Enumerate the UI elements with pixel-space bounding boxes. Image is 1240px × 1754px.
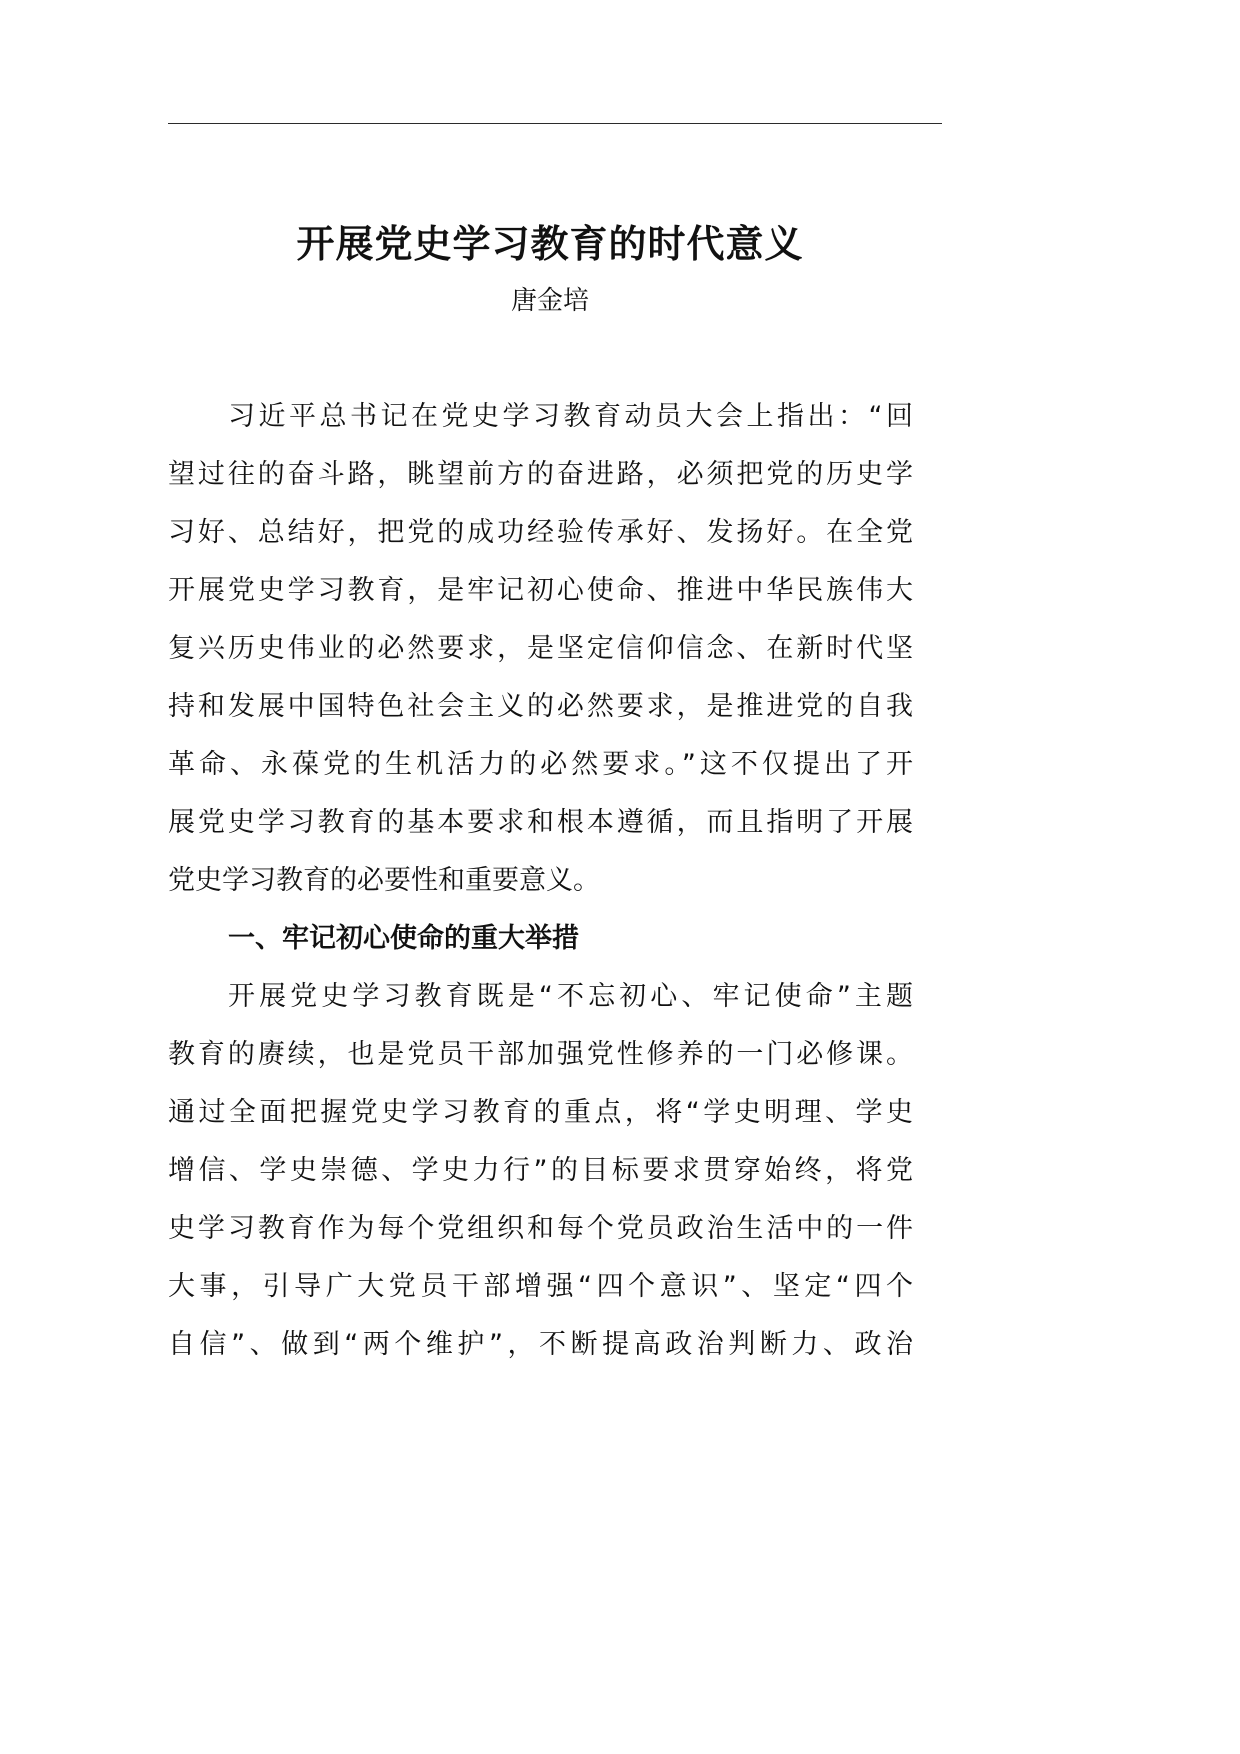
paragraph-line: 通过全面把握党史学习教育的重点，将“学史明理、学史 xyxy=(168,1097,913,1128)
paragraph-line: 大事，引导广大党员干部增强“四个意识”、坚定“四个 xyxy=(168,1271,913,1302)
document-body xyxy=(168,388,913,1374)
paragraph-line: 开展党史学习教育，是牢记初心使命、推进中华民族伟大 xyxy=(168,575,913,606)
paragraph-line: 教育的赓续，也是党员干部加强党性修养的一门必修课。 xyxy=(168,1039,913,1070)
header-rule xyxy=(168,123,942,124)
paragraph-line: 持和发展中国特色社会主义的必然要求，是推进党的自我 xyxy=(168,691,913,722)
paragraph-line: 习好、总结好，把党的成功经验传承好、发扬好。在全党 xyxy=(168,517,913,548)
paragraph-line: 展党史学习教育的基本要求和根本遵循，而且指明了开展 xyxy=(168,807,913,838)
section-heading: 一、牢记初心使命的重大举措 xyxy=(228,923,579,954)
document-author: 唐金培 xyxy=(510,286,589,316)
paragraph-line: 增信、学史崇德、学史力行”的目标要求贯穿始终，将党 xyxy=(168,1155,913,1186)
paragraph-line: 革命、永葆党的生机活力的必然要求。”这不仅提出了开 xyxy=(168,749,913,780)
document-title: 开展党史学习教育的时代意义 xyxy=(296,222,804,266)
paragraph-line: 习近平总书记在党史学习教育动员大会上指出：“回 xyxy=(228,401,913,432)
paragraph-line: 复兴历史伟业的必然要求，是坚定信仰信念、在新时代坚 xyxy=(168,633,913,664)
paragraph-line: 史学习教育作为每个党组织和每个党员政治生活中的一件 xyxy=(168,1213,913,1244)
paragraph-line: 自信”、做到“两个维护”，不断提高政治判断力、政治 xyxy=(168,1329,913,1360)
paragraph-line: 望过往的奋斗路，眺望前方的奋进路，必须把党的历史学 xyxy=(168,459,913,490)
paragraph-line: 开展党史学习教育既是“不忘初心、牢记使命”主题 xyxy=(228,981,913,1012)
paragraph-line: 党史学习教育的必要性和重要意义。 xyxy=(168,865,600,896)
